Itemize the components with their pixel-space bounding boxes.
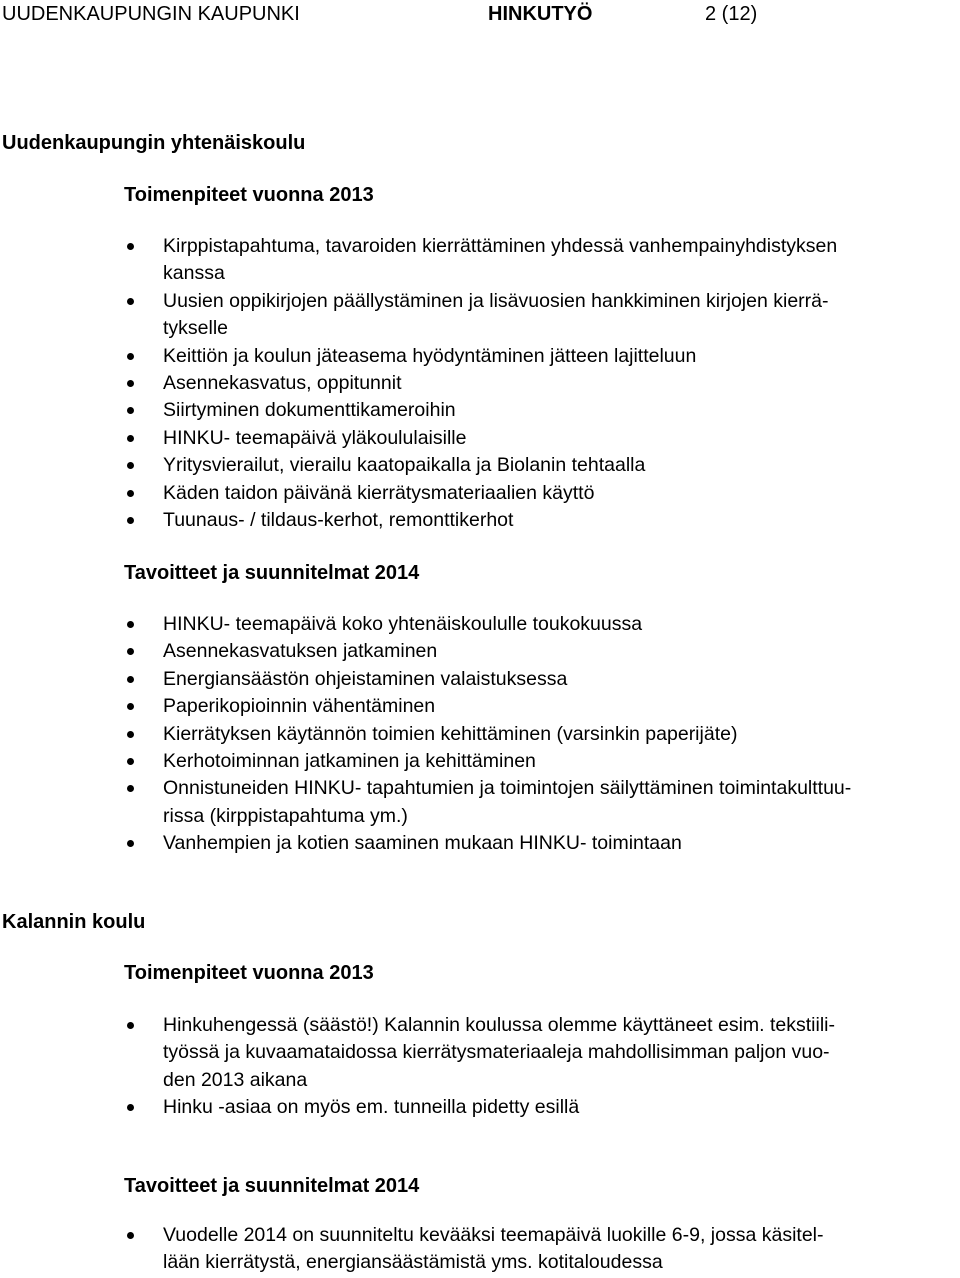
bullet-icon (127, 407, 134, 414)
list-item (0, 507, 960, 534)
actions-heading: Toimenpiteet vuonna 2013 (124, 184, 374, 206)
list-item-text: Yritysvierailut, vierailu kaatopaikalla ja Biolanin tehtaalla (163, 454, 646, 477)
bullet-icon (127, 517, 134, 524)
bullet-icon (127, 648, 134, 655)
bullet-icon (127, 785, 134, 792)
list-item-text: Onnistuneiden HINKU- tapahtumien ja toimintojen säilyttäminen toimintakulttuu- (163, 777, 852, 800)
list-item (0, 1222, 960, 1277)
bullet-icon (127, 462, 134, 469)
list-item (0, 775, 960, 830)
list-item-text: Käden taidon päivänä kierrätysmateriaalien käyttö (163, 481, 595, 504)
list-item-text: Siirtyminen dokumenttikameroihin (163, 399, 456, 422)
bullet-icon (127, 621, 134, 628)
actions-list (0, 233, 960, 534)
list-item-text: Keittiön ja koulun jäteasema hyödyntäminen jätteen lajitteluun (163, 344, 697, 367)
list-item-text: Vanhempien ja kotien saaminen mukaan HINKU- toimintaan (163, 832, 682, 855)
list-item-text: Hinku -asiaa on myös em. tunneilla pidetty esillä (163, 1096, 580, 1119)
list-item-text: HINKU- teemapäivä koko yhtenäiskoululle toukokuussa (163, 613, 643, 635)
bullet-icon (127, 298, 134, 305)
list-item (0, 1094, 960, 1121)
list-item (0, 638, 960, 665)
list-item (0, 370, 960, 397)
list-item (0, 611, 960, 638)
list-item (0, 693, 960, 720)
bullet-icon (127, 1104, 134, 1111)
header-page-number: 2 (12) (705, 3, 758, 25)
list-item (0, 343, 960, 370)
list-item-text: lään kierrätystä, energiansäästämistä yms. kotitaloudessa (163, 1251, 663, 1274)
bullet-icon (127, 731, 134, 738)
list-item-text: Uusien oppikirjojen päällystäminen ja lisävuosien hankkiminen kirjojen kierrä- (163, 289, 829, 312)
list-item-text: HINKU- teemapäivä yläkoululaisille (163, 426, 467, 449)
list-item (0, 721, 960, 748)
list-item (0, 830, 960, 857)
list-item (0, 288, 960, 343)
list-item-text: työssä ja kuvaamataidossa kierrätysmateriaaleja mahdollisimman paljon vuo- (163, 1041, 830, 1064)
list-item (0, 425, 960, 452)
list-item-text: Energiansäästön ohjeistaminen valaistuksessa (163, 667, 568, 690)
list-item-text: rissa (kirppistapahtuma ym.) (163, 804, 408, 827)
list-item-text: Paperikopioinnin vähentäminen (163, 695, 436, 718)
bullet-icon (127, 676, 134, 683)
list-item-text: Asennekasvatuksen jatkaminen (163, 640, 438, 663)
list-item-text: den 2013 aikana (163, 1068, 308, 1091)
list-item (0, 748, 960, 775)
list-item-text: Kerhotoiminnan jatkaminen ja kehittäminen (163, 750, 536, 773)
header-organization: UUDENKAUPUNGIN KAUPUNKI (2, 3, 300, 25)
school-heading: Uudenkaupungin yhtenäiskoulu (2, 132, 306, 154)
list-item (0, 1012, 960, 1094)
list-item-text: Hinkuhengessä (säästö!) Kalannin koulussa olemme käyttäneet esim. tekstiili- (163, 1014, 835, 1036)
school-heading: Kalannin koulu (2, 911, 146, 933)
goals-list (0, 1222, 960, 1277)
goals-list (0, 611, 960, 858)
bullet-icon (127, 840, 134, 847)
list-item-text: Kierrätyksen käytännön toimien kehittäminen (varsinkin paperijäte) (163, 722, 738, 745)
goals-heading: Tavoitteet ja suunnitelmat 2014 (124, 562, 420, 584)
list-item-text: Tuunaus- / tildaus-kerhot, remonttikerhot (163, 509, 514, 532)
actions-heading: Toimenpiteet vuonna 2013 (124, 962, 374, 984)
bullet-icon (127, 243, 134, 250)
list-item-text: Asennekasvatus, oppitunnit (163, 372, 402, 395)
bullet-icon (127, 435, 134, 442)
goals-heading: Tavoitteet ja suunnitelmat 2014 (124, 1175, 420, 1197)
header-document-title: HINKUTYÖ (488, 3, 593, 25)
list-item (0, 666, 960, 693)
actions-list (0, 1012, 960, 1122)
bullet-icon (127, 1232, 134, 1239)
list-item-text: kanssa (163, 262, 225, 285)
list-item (0, 480, 960, 507)
bullet-icon (127, 1022, 134, 1029)
bullet-icon (127, 353, 134, 360)
list-item-text: Vuodelle 2014 on suunniteltu kevääksi teemapäivä luokille 6-9, jossa käsitel- (163, 1224, 824, 1246)
list-item-text: Kirppistapahtuma, tavaroiden kierrättäminen yhdessä vanhempainyhdistyksen (163, 235, 838, 257)
list-item (0, 233, 960, 288)
bullet-icon (127, 758, 134, 765)
list-item (0, 397, 960, 424)
bullet-icon (127, 490, 134, 497)
bullet-icon (127, 703, 134, 710)
list-item (0, 452, 960, 479)
list-item-text: tykselle (163, 317, 229, 340)
bullet-icon (127, 380, 134, 387)
